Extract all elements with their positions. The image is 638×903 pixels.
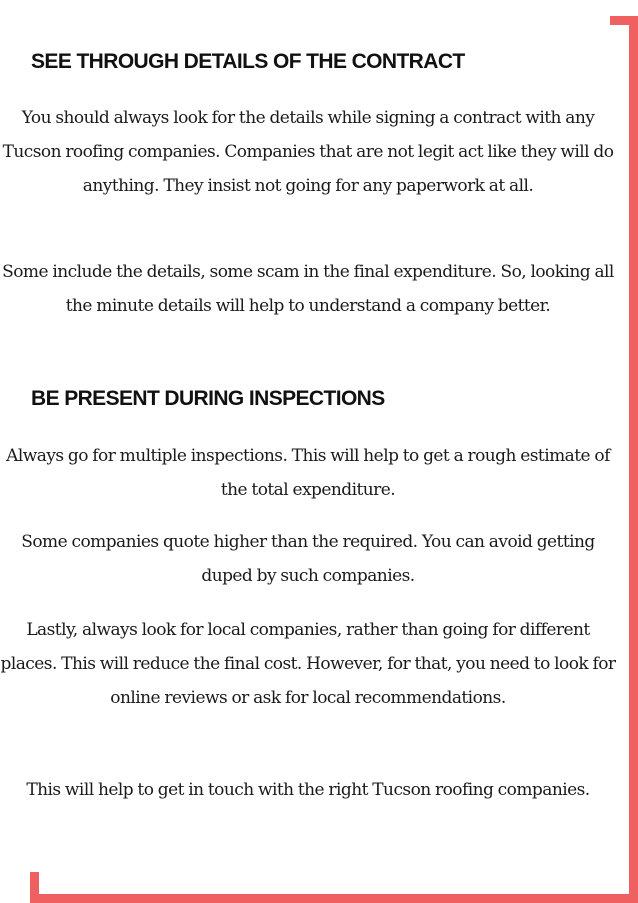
paragraph-higher-quotes: Some companies quote higher than the required. You can avoid getting duped by such companies.: [21, 532, 595, 586]
paragraph-contract-scam: Some include the details, some scam in the final expenditure. So, looking all the minute details will help to understand a company better.: [2, 262, 614, 316]
paragraph-multiple-inspections: Always go for multiple inspections. This will help to get a rough estimate of the total expenditure.: [6, 446, 610, 500]
paragraph-closing: This will help to get in touch with the right Tucson roofing companies.: [26, 780, 590, 800]
frame-bottom-accent: [30, 894, 638, 903]
section-heading-contract: SEE THROUGH DETAILS OF THE CONTRACT: [31, 50, 465, 73]
frame-right-accent: [629, 16, 638, 903]
paragraph-local-companies: Lastly, always look for local companies, rather than going for different places. This will reduce the final cost. However, for that, you need to look for online reviews or ask for local recommendations.: [0, 620, 616, 708]
paragraph-contract-details: You should always look for the details while signing a contract with any Tucson roofing companies. Companies that are not legit act like they will do anything. They insist not going for any paperwork at all.: [2, 108, 614, 196]
section-heading-inspections: BE PRESENT DURING INSPECTIONS: [31, 387, 385, 410]
